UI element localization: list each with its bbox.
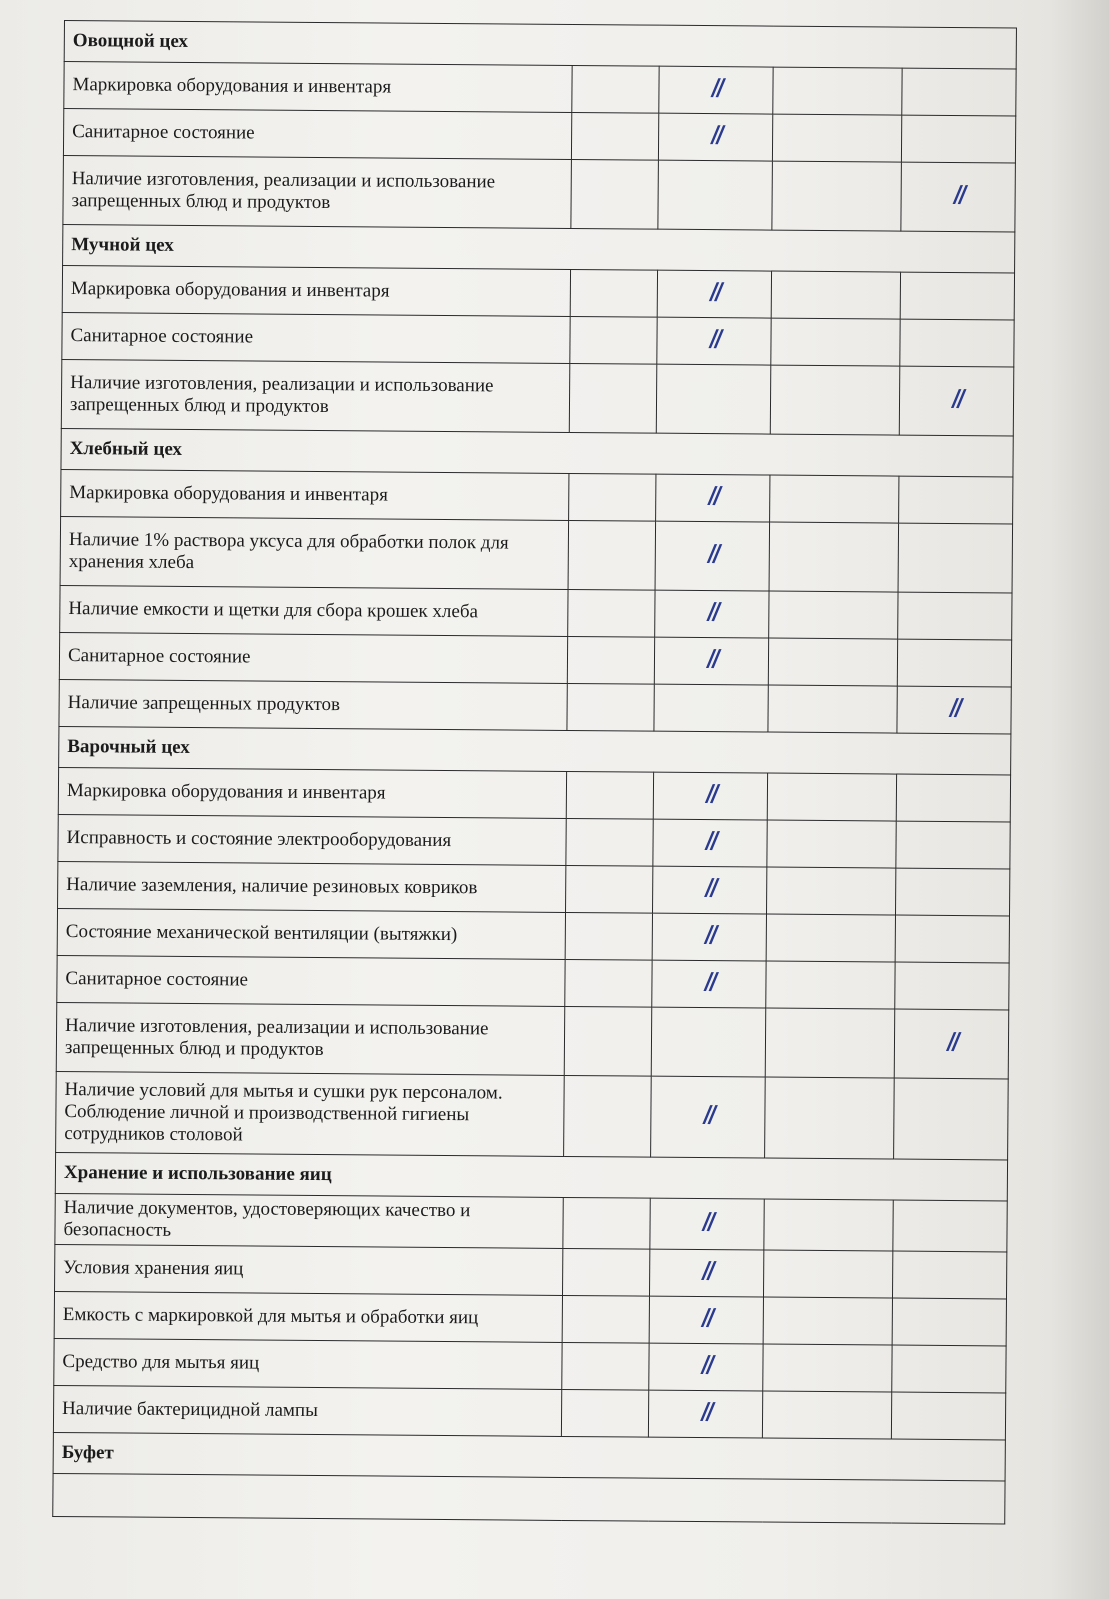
checklist-item-label: Санитарное состояние xyxy=(62,312,570,363)
handwritten-check-mark: Ⅱ xyxy=(701,826,719,857)
checklist-row xyxy=(58,814,1010,868)
mark-cell-col-3[interactable] xyxy=(765,1077,895,1159)
mark-cell-col-4[interactable] xyxy=(895,868,1009,916)
mark-cell-col-3[interactable] xyxy=(768,685,897,733)
mark-cell-col-4[interactable] xyxy=(891,1392,1005,1440)
checklist-item-label: Маркировка оборудования и инвентаря xyxy=(61,469,569,520)
checklist-row xyxy=(58,767,1010,821)
mark-cell-col-4[interactable] xyxy=(902,68,1016,116)
empty-row xyxy=(53,1473,1005,1523)
checklist-item-label: Наличие 1% раствора уксуса для обработки полок для хранения хлеба xyxy=(60,516,569,589)
handwritten-check-mark: Ⅱ xyxy=(698,1256,715,1287)
handwritten-check-mark: Ⅱ xyxy=(707,120,724,151)
handwritten-check-mark: Ⅱ xyxy=(945,693,963,724)
mark-cell-col-4[interactable] xyxy=(899,476,1013,524)
handwritten-check-mark: Ⅱ xyxy=(703,597,721,628)
mark-cell-col-2[interactable] xyxy=(655,521,770,591)
mark-cell-col-3[interactable] xyxy=(772,114,901,162)
mark-cell-col-2[interactable] xyxy=(649,1296,763,1344)
mark-cell-col-2[interactable] xyxy=(653,866,767,914)
checklist-row xyxy=(54,1338,1006,1392)
mark-cell-col-1[interactable] xyxy=(562,1342,649,1390)
mark-cell-col-1[interactable] xyxy=(570,316,657,364)
mark-cell-col-3[interactable] xyxy=(763,1297,892,1345)
handwritten-check-mark: Ⅱ xyxy=(698,1207,716,1238)
handwritten-check-mark: Ⅱ xyxy=(948,384,965,415)
mark-cell-col-3[interactable] xyxy=(763,1250,892,1298)
checklist-row xyxy=(60,585,1012,639)
mark-cell-col-4[interactable] xyxy=(900,319,1014,367)
mark-cell-col-2[interactable] xyxy=(651,1007,766,1077)
mark-cell-col-1[interactable] xyxy=(562,1295,649,1343)
section-title: Хлебный цех xyxy=(61,428,1013,476)
mark-cell-col-4[interactable] xyxy=(892,1251,1006,1299)
mark-cell-col-2[interactable] xyxy=(657,270,771,318)
mark-cell-col-3[interactable] xyxy=(769,591,898,639)
section-title: Овощной цех xyxy=(64,21,1016,69)
handwritten-check-mark: Ⅱ xyxy=(705,324,723,355)
mark-cell-col-2[interactable] xyxy=(653,772,767,820)
mark-cell-col-3[interactable] xyxy=(766,961,895,1009)
section-title: Мучной цех xyxy=(63,224,1015,272)
mark-cell-col-1[interactable] xyxy=(570,269,657,317)
checklist-item-label: Емкость с маркировкой для мытья и обработки яиц xyxy=(54,1291,562,1342)
checklist-row xyxy=(56,1071,1009,1159)
mark-cell-col-4[interactable] xyxy=(899,366,1014,436)
handwritten-check-mark: Ⅱ xyxy=(943,1027,960,1058)
checklist-row xyxy=(63,109,1015,163)
mark-cell-col-4[interactable] xyxy=(895,962,1009,1010)
mark-cell-col-2[interactable] xyxy=(649,1249,763,1297)
mark-cell-col-2[interactable] xyxy=(656,474,770,522)
mark-cell-col-1[interactable] xyxy=(572,65,659,113)
mark-cell-col-1[interactable] xyxy=(566,818,653,866)
mark-cell-col-4[interactable] xyxy=(892,1345,1006,1393)
mark-cell-col-1[interactable] xyxy=(566,771,653,819)
handwritten-check-mark: Ⅱ xyxy=(697,1397,714,1428)
mark-cell-col-1[interactable] xyxy=(571,112,658,160)
section-title: Хранение и использование яиц xyxy=(55,1152,1007,1200)
mark-cell-col-3[interactable] xyxy=(765,1008,895,1078)
checklist-item-label: Состояние механической вентиляции (вытяжки) xyxy=(57,908,565,959)
mark-cell-col-3[interactable] xyxy=(766,867,895,915)
checklist-item-label: Наличие емкости и щетки для сбора крошек хлеба xyxy=(60,585,568,636)
mark-cell-col-3[interactable] xyxy=(770,365,900,435)
mark-cell-col-1[interactable] xyxy=(567,636,654,684)
mark-cell-col-1[interactable] xyxy=(562,1248,649,1296)
handwritten-check-mark: Ⅱ xyxy=(702,779,719,810)
mark-cell-col-4[interactable] xyxy=(896,821,1010,869)
checklist-item-label: Наличие запрещенных продуктов xyxy=(59,679,567,730)
mark-cell-col-1[interactable] xyxy=(571,159,659,229)
checklist-row xyxy=(55,1244,1007,1298)
checklist-row xyxy=(62,312,1014,366)
mark-cell-col-2[interactable] xyxy=(651,1076,766,1158)
checklist-row xyxy=(60,516,1013,592)
mark-cell-col-2[interactable] xyxy=(655,590,769,638)
checklist-item-label: Наличие документов, удостоверяющих качество и безопасность xyxy=(55,1193,563,1248)
mark-cell-col-3[interactable] xyxy=(764,1199,893,1251)
page-edge-shadow xyxy=(1049,0,1109,1599)
mark-cell-col-1[interactable] xyxy=(566,865,653,913)
mark-cell-col-1[interactable] xyxy=(567,683,654,731)
checklist-row xyxy=(53,1385,1005,1439)
mark-cell-col-2[interactable] xyxy=(648,1390,762,1438)
mark-cell-col-4[interactable] xyxy=(897,639,1011,687)
checklist-row xyxy=(57,955,1009,1009)
checklist-row xyxy=(59,632,1011,686)
handwritten-check-mark: Ⅱ xyxy=(697,1350,715,1381)
mark-cell-col-1[interactable] xyxy=(569,363,657,433)
checklist-item-label: Маркировка оборудования и инвентаря xyxy=(62,265,570,316)
mark-cell-col-4[interactable] xyxy=(895,915,1009,963)
section-title: Буфет xyxy=(53,1432,1005,1480)
checklist-item-label: Санитарное состояние xyxy=(63,109,571,160)
checklist-item-label: Наличие изготовления, реализации и использование запрещенных блюд и продуктов xyxy=(56,1002,565,1075)
checklist-sheet xyxy=(52,20,1016,1524)
checklist-row xyxy=(58,861,1010,915)
checklist-item-label: Условия хранения яиц xyxy=(55,1244,563,1295)
mark-cell-col-3[interactable] xyxy=(767,820,896,868)
mark-cell-col-3[interactable] xyxy=(768,638,897,686)
mark-cell-col-4[interactable] xyxy=(893,1200,1007,1252)
checklist-row xyxy=(61,359,1014,435)
mark-cell-col-2[interactable] xyxy=(652,913,766,961)
mark-cell-col-2[interactable] xyxy=(654,637,768,685)
checklist-item-label: Наличие условий для мытья и сушки рук персоналом. Соблюдение личной и производственной гигиены сотрудников столовой xyxy=(56,1071,565,1156)
checklist-item-label: Наличие изготовления, реализации и использование запрещенных блюд и продуктов xyxy=(61,359,570,432)
handwritten-check-mark: Ⅱ xyxy=(949,180,967,211)
mark-cell-col-1[interactable] xyxy=(564,1006,652,1076)
mark-cell-col-4[interactable] xyxy=(897,686,1011,734)
mark-cell-col-3[interactable] xyxy=(762,1391,891,1439)
mark-cell-col-1[interactable] xyxy=(565,912,652,960)
checklist-item-label: Маркировка оборудования и инвентаря xyxy=(58,767,566,818)
handwritten-check-mark: Ⅱ xyxy=(706,277,723,308)
checklist-item-label: Наличие бактерицидной лампы xyxy=(53,1385,561,1436)
handwritten-check-mark: Ⅱ xyxy=(701,873,718,904)
mark-cell-col-4[interactable] xyxy=(900,272,1014,320)
handwritten-check-mark: Ⅱ xyxy=(703,644,720,675)
handwritten-check-mark: Ⅱ xyxy=(701,920,718,951)
mark-cell-col-2[interactable] xyxy=(656,364,771,434)
checklist-row xyxy=(56,1002,1009,1078)
checklist-item-label: Маркировка оборудования и инвентаря xyxy=(64,62,572,113)
checklist-item-label: Наличие заземления, наличие резиновых ковриков xyxy=(58,861,566,912)
handwritten-check-mark: Ⅱ xyxy=(704,539,721,570)
mark-cell-col-4[interactable] xyxy=(901,115,1015,163)
mark-cell-col-3[interactable] xyxy=(766,914,895,962)
mark-cell-col-3[interactable] xyxy=(763,1344,892,1392)
mark-cell-col-1[interactable] xyxy=(569,473,656,521)
mark-cell-col-4[interactable] xyxy=(892,1298,1006,1346)
handwritten-check-mark: Ⅱ xyxy=(707,73,725,104)
mark-cell-col-2[interactable] xyxy=(653,819,767,867)
mark-cell-col-4[interactable] xyxy=(894,1078,1009,1160)
empty-cell xyxy=(53,1473,1005,1523)
mark-cell-col-2[interactable] xyxy=(652,960,766,1008)
checklist-row xyxy=(55,1193,1007,1251)
mark-cell-col-1[interactable] xyxy=(565,959,652,1007)
handwritten-check-mark: Ⅱ xyxy=(700,967,718,998)
mark-cell-col-4[interactable] xyxy=(898,523,1013,593)
mark-cell-col-4[interactable] xyxy=(901,162,1016,232)
mark-cell-col-2[interactable] xyxy=(654,684,768,732)
checklist-item-label: Санитарное состояние xyxy=(57,955,565,1006)
inspection-checklist-table xyxy=(52,20,1017,1524)
checklist-row xyxy=(64,62,1016,116)
mark-cell-col-2[interactable] xyxy=(658,113,772,161)
mark-cell-col-2[interactable] xyxy=(658,160,773,230)
mark-cell-col-1[interactable] xyxy=(564,1075,652,1157)
handwritten-check-mark: Ⅱ xyxy=(698,1303,715,1334)
checklist-item-label: Санитарное состояние xyxy=(59,632,567,683)
mark-cell-col-2[interactable] xyxy=(659,66,773,114)
checklist-row xyxy=(61,469,1013,523)
mark-cell-col-1[interactable] xyxy=(561,1389,648,1437)
mark-cell-col-3[interactable] xyxy=(771,318,900,366)
mark-cell-col-1[interactable] xyxy=(568,520,656,590)
mark-cell-col-1[interactable] xyxy=(568,589,655,637)
checklist-item-label: Наличие изготовления, реализации и использование запрещенных блюд и продуктов xyxy=(63,155,572,228)
mark-cell-col-3[interactable] xyxy=(769,522,899,592)
checklist-item-label: Исправность и состояние электрооборудования xyxy=(58,814,566,865)
checklist-row xyxy=(57,908,1009,962)
mark-cell-col-3[interactable] xyxy=(773,67,902,115)
handwritten-check-mark: Ⅱ xyxy=(699,1100,717,1131)
checklist-row xyxy=(63,155,1016,231)
checklist-row xyxy=(54,1291,1006,1345)
mark-cell-col-1[interactable] xyxy=(563,1197,650,1249)
section-title: Варочный цех xyxy=(59,726,1011,774)
handwritten-check-mark: Ⅱ xyxy=(704,481,721,512)
mark-cell-col-3[interactable] xyxy=(771,271,900,319)
checklist-row xyxy=(62,265,1014,319)
mark-cell-col-3[interactable] xyxy=(770,475,899,523)
mark-cell-col-2[interactable] xyxy=(650,1198,764,1250)
mark-cell-col-4[interactable] xyxy=(896,774,1010,822)
mark-cell-col-2[interactable] xyxy=(657,317,771,365)
checklist-row xyxy=(59,679,1011,733)
mark-cell-col-3[interactable] xyxy=(772,161,902,231)
mark-cell-col-2[interactable] xyxy=(649,1343,763,1391)
mark-cell-col-4[interactable] xyxy=(894,1009,1009,1079)
mark-cell-col-4[interactable] xyxy=(898,592,1012,640)
checklist-item-label: Средство для мытья яиц xyxy=(54,1338,562,1389)
mark-cell-col-3[interactable] xyxy=(767,773,896,821)
